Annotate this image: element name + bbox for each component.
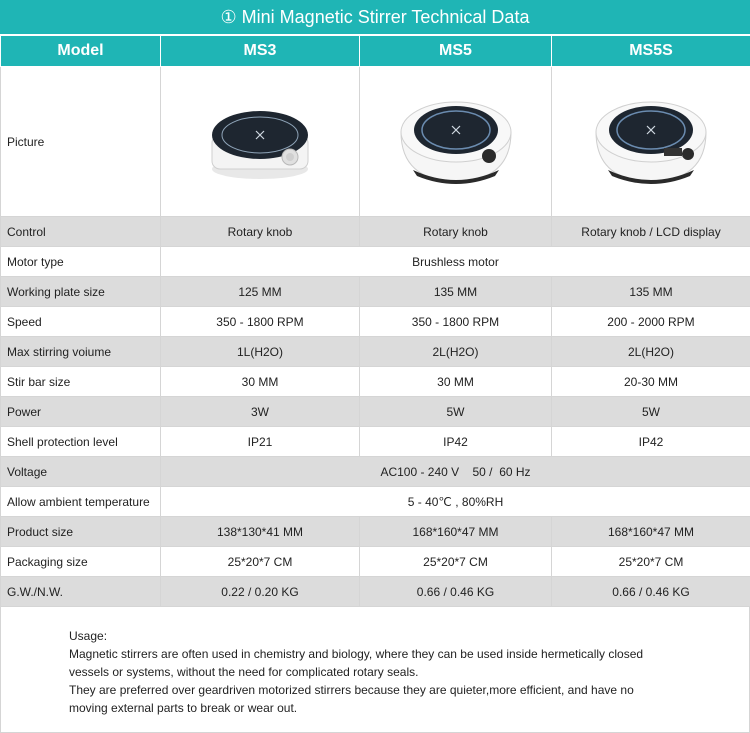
row-label: G.W./N.W. [1,577,161,607]
cell-ms5: 350 - 1800 RPM [360,307,552,337]
row-shell-protection [1,427,750,457]
cell-ms5s: 20-30 MM [552,367,750,397]
row-label: Packaging size [1,547,161,577]
row-control [1,217,750,247]
cell-ms5s: Rotary knob / LCD display [552,217,750,247]
usage-line: Magnetic stirrers are often used in chemistry and biology, where they can be used inside hermetically closed [69,647,644,661]
cell-merged: Brushless motor [161,247,750,277]
cell-ms5: 135 MM [360,277,552,307]
cell-ms5s: 25*20*7 CM [552,547,750,577]
cell-ms3: 3W [161,397,360,427]
usage-section [0,607,750,733]
cell-ms3: 30 MM [161,367,360,397]
row-label: Motor type [1,247,161,277]
row-label: Speed [1,307,161,337]
model-ms5-header: MS5 [360,36,552,67]
model-ms3-header: MS3 [161,36,360,67]
cell-ms5: 25*20*7 CM [360,547,552,577]
row-voltage [1,457,750,487]
row-label: Max stirring voiume [1,337,161,367]
row-label: Control [1,217,161,247]
picture-row [1,67,750,217]
row-label: Power [1,397,161,427]
cell-ms5s: 200 - 2000 RPM [552,307,750,337]
row-product-size [1,517,750,547]
ms5-product-image [360,67,552,217]
row-max-stirring-volume [1,337,750,367]
cell-ms5: 30 MM [360,367,552,397]
cell-merged: 5 - 40℃ , 80%RH [161,487,750,517]
cell-ms3: 350 - 1800 RPM [161,307,360,337]
cell-ms3: 138*130*41 MM [161,517,360,547]
model-ms5s-header: MS5S [552,36,750,67]
usage-heading: Usage: [69,629,108,643]
picture-label: Picture [1,67,161,217]
cell-ms5: 0.66 / 0.46 KG [360,577,552,607]
ms5s-product-image [552,67,750,217]
row-working-plate-size [1,277,750,307]
row-label: Product size [1,517,161,547]
header-row [1,36,750,67]
cell-ms5: IP42 [360,427,552,457]
usage-line: They are preferred over geardriven motorized stirrers because they are quieter,more efficient, and have no [69,683,634,697]
row-motor-type [1,247,750,277]
row-label: Stir bar size [1,367,161,397]
row-label: Shell protection level [1,427,161,457]
row-weight [1,577,750,607]
ms3-product-image [161,67,360,217]
cell-ms5s: 168*160*47 MM [552,517,750,547]
cell-ms5s: 2L(H2O) [552,337,750,367]
spec-table [0,35,750,607]
row-packaging-size [1,547,750,577]
cell-ms5: 168*160*47 MM [360,517,552,547]
cell-merged: AC100 - 240 V 50 / 60 Hz [161,457,750,487]
cell-ms5: 2L(H2O) [360,337,552,367]
row-label: Working plate size [1,277,161,307]
cell-ms3: Rotary knob [161,217,360,247]
row-label: Voltage [1,457,161,487]
cell-ms3: 125 MM [161,277,360,307]
cell-ms5s: 135 MM [552,277,750,307]
row-speed [1,307,750,337]
cell-ms3: 0.22 / 0.20 KG [161,577,360,607]
row-ambient-temperature [1,487,750,517]
cell-ms5s: IP42 [552,427,750,457]
row-power [1,397,750,427]
cell-ms3: 1L(H2O) [161,337,360,367]
cell-ms5s: 5W [552,397,750,427]
cell-ms5: Rotary knob [360,217,552,247]
cell-ms3: IP21 [161,427,360,457]
cell-ms3: 25*20*7 CM [161,547,360,577]
row-stir-bar-size [1,367,750,397]
model-header: Model [1,36,161,67]
cell-ms5s: 0.66 / 0.46 KG [552,577,750,607]
usage-line: moving external parts to break or wear out. [69,701,298,715]
row-label: Allow ambient temperature [1,487,161,517]
usage-line: vessels or systems, without the need for complicated rotary seals. [69,665,419,679]
page-title: ① Mini Magnetic Stirrer Technical Data [0,0,750,35]
cell-ms5: 5W [360,397,552,427]
